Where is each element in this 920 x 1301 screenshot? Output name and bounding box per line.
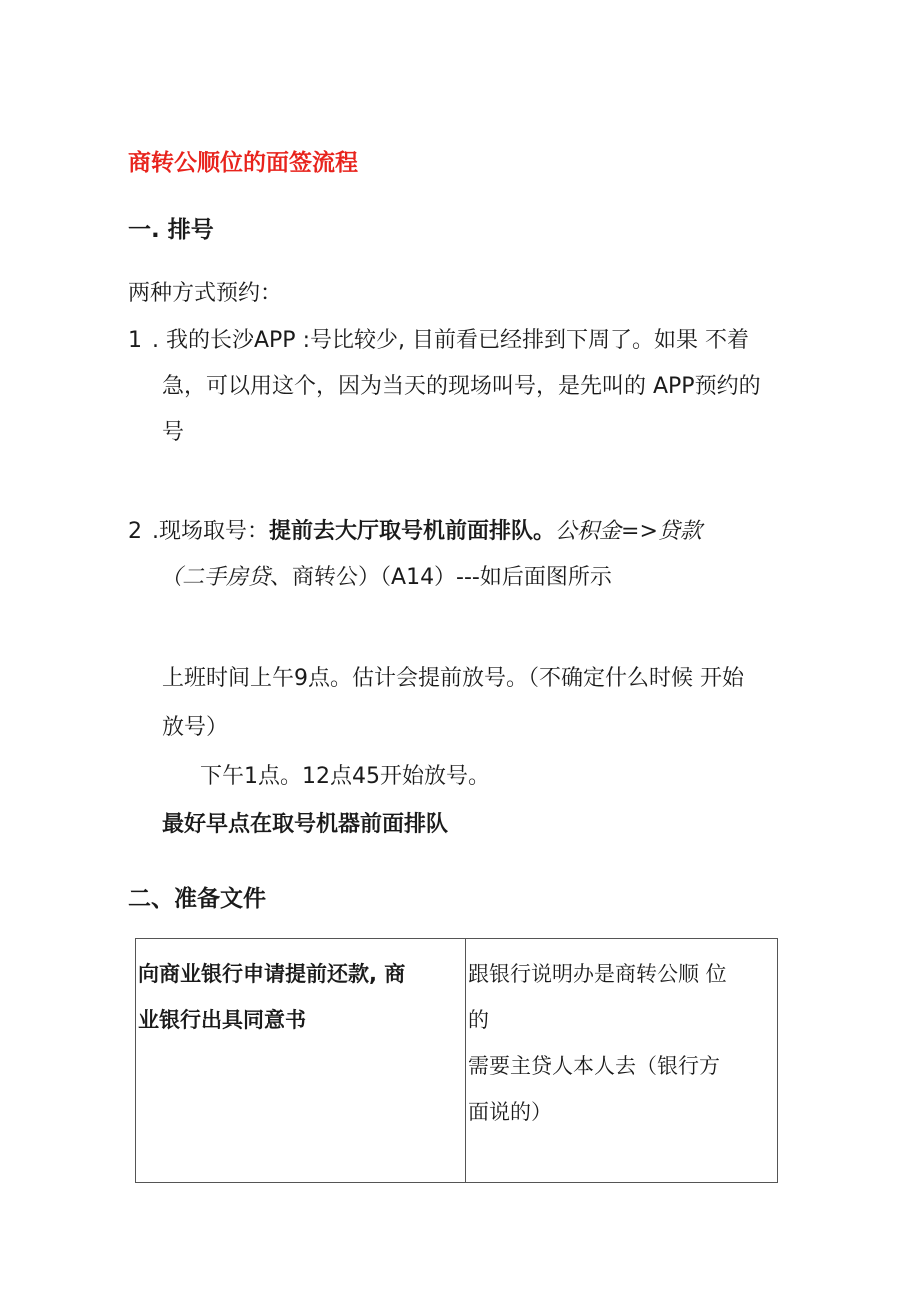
section-heading-queue: 一. 排号 (128, 217, 214, 243)
list-item-1-line-2: 急，可以用这个，因为当天的现场叫号，是先叫的 APP预约的 (162, 374, 761, 399)
cell-line: 业银行出具同意书 (138, 1008, 306, 1032)
list-number: 2 (128, 519, 142, 544)
cell-line: 面说的） (468, 1100, 552, 1124)
section-heading-documents: 二、准备文件 (128, 886, 266, 912)
list-item-2-line-1 (128, 509, 702, 555)
cell-line: 跟银行说明办是商转公顺 位 (468, 962, 727, 986)
hours-line-3: 下午1点。12点45开始放号。 (200, 764, 490, 789)
page-title: 商转公顺位的面签流程 (128, 150, 358, 176)
hours-line-2: 放号） (162, 715, 229, 740)
list-item-text: 、商转公）（A14）---如后面图所示 (270, 565, 612, 590)
table-row (136, 939, 778, 1183)
cell-line: 需要主贷人本人去（银行方 (468, 1054, 720, 1078)
list-number: 1 (128, 328, 142, 353)
list-item-bold-text: 提前去大厅取号机前面排队。 (269, 519, 556, 544)
list-item-text: . 我的长沙APP :号比较少, 目前看已经排到下周了。如果 不着 (152, 328, 749, 353)
list-item-lead: .现场取号： (152, 519, 269, 544)
documents-table (135, 938, 778, 1183)
table-cell-requirement (136, 939, 466, 1183)
list-item-italic-text: （二手房贷 (160, 565, 271, 590)
hours-line-1: 上班时间上午9点。估计会提前放号。（不确定什么时候 开始 (162, 666, 744, 691)
cell-line: 向商业银行申请提前还款, 商 (138, 962, 406, 986)
list-item-1-line-1 (128, 318, 749, 364)
tip-text: 最好早点在取号机器前面排队 (162, 812, 449, 837)
cell-line: 的 (468, 1008, 489, 1032)
intro-text: 两种方式预约： (128, 281, 283, 306)
list-item-1-line-3: 号 (162, 420, 185, 445)
table-cell-note (466, 939, 778, 1183)
list-item-italic-text: 公积金=>贷款 (555, 519, 702, 544)
list-item-2-line-2 (160, 555, 612, 601)
